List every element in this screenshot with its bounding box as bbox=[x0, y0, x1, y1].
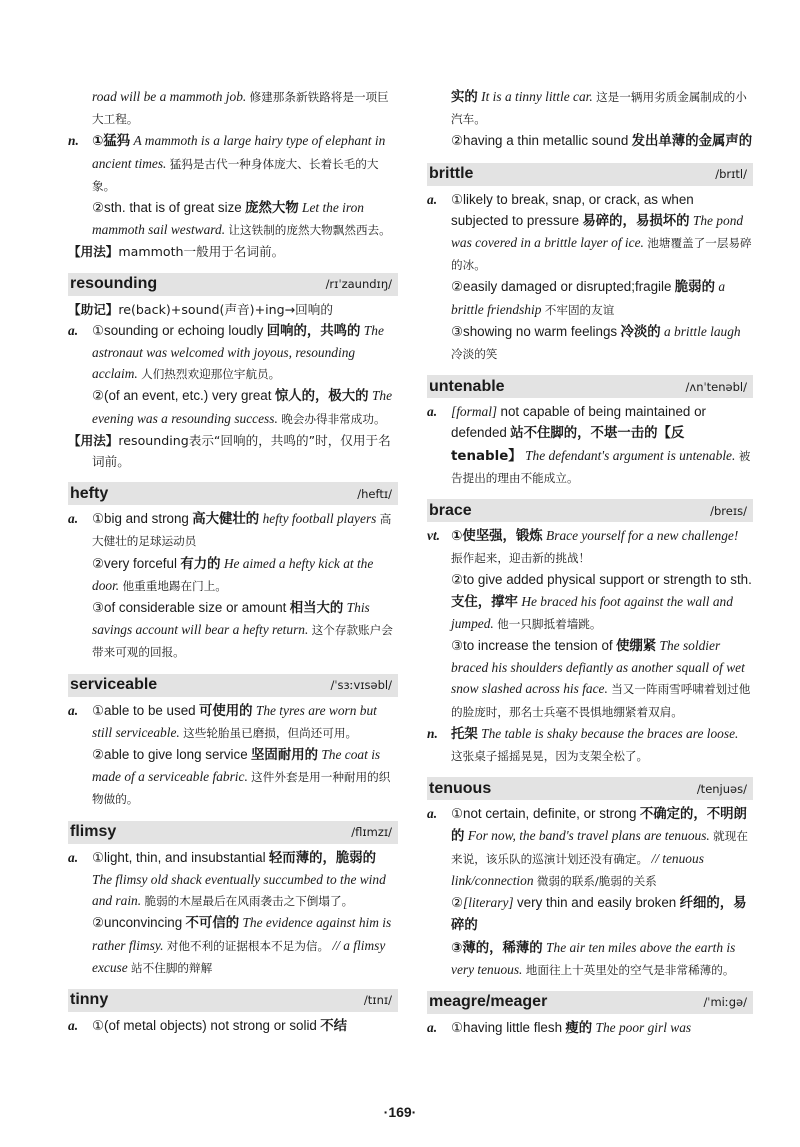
headword: brace bbox=[429, 501, 472, 519]
definition-zh: 高大健壮的 bbox=[192, 512, 260, 528]
sense-3 bbox=[427, 937, 753, 981]
definition-zh: 惊人的，极大的 bbox=[274, 389, 369, 405]
sense-2 bbox=[427, 276, 753, 320]
definition-zh: 瘦的 bbox=[565, 1020, 593, 1036]
definition-en: not capable of being maintained or defended bbox=[451, 404, 706, 441]
example-en: For now, the band's travel plans are tenuous. bbox=[467, 828, 710, 844]
sense-number: ① bbox=[451, 529, 463, 545]
usage-tag: 【用法】 bbox=[68, 432, 119, 448]
definition-zh: 薄的，稀薄的 bbox=[462, 940, 543, 956]
sense-1 bbox=[68, 508, 398, 552]
example-zh: 这是一辆用劣质金属制成的小汽车。 bbox=[451, 90, 747, 127]
collocation-zh: 微弱的联系/脆弱的关系 bbox=[536, 873, 657, 888]
sense-vt-2 bbox=[427, 569, 753, 635]
sense-1 bbox=[427, 1017, 753, 1039]
definition-zh: 脆弱的 bbox=[674, 280, 715, 296]
definition-en: unconvincing bbox=[104, 915, 183, 931]
definition-en: not certain, definite, or strong bbox=[463, 806, 637, 822]
example-zh: 脆弱的木屋最后在风雨袭击之下倒塌了。 bbox=[144, 894, 354, 909]
definition-zh: 庞然大物 bbox=[245, 201, 299, 217]
headword: tenuous bbox=[429, 779, 492, 797]
definition-en: to increase the tension of bbox=[463, 638, 613, 654]
example-en: A mammoth is a large hairy type of elephant in ancient times. bbox=[92, 133, 386, 171]
headword-bar bbox=[427, 375, 753, 398]
page-number: ·169· bbox=[383, 1104, 417, 1120]
sense-n-1 bbox=[68, 130, 398, 197]
definition-zh: 猛犸 bbox=[103, 134, 131, 150]
headword-bar bbox=[68, 482, 398, 505]
entry-flimsy bbox=[68, 821, 398, 979]
definition-zh: 发出单薄的金属声的 bbox=[631, 134, 753, 150]
example-zh: 他重重地踢在门上。 bbox=[122, 578, 227, 593]
pronunciation: /ʌnˈtenəbl/ bbox=[685, 379, 747, 394]
part-of-speech: a. bbox=[68, 322, 79, 338]
part-of-speech: n. bbox=[68, 133, 79, 149]
example-zh: 高大健壮的足球运动员 bbox=[92, 512, 392, 549]
example-en: The pond was covered in a brittle layer of ice. bbox=[451, 212, 744, 251]
sense-2 bbox=[427, 892, 753, 936]
example-zh: 对他不利的证据根本不足为信。 bbox=[166, 938, 330, 953]
definition-en: to give added physical support or strength to sth. bbox=[463, 572, 752, 588]
example-en: Brace yourself for a new challenge! bbox=[546, 528, 739, 544]
headword: hefty bbox=[70, 484, 109, 502]
pronunciation: /ˈsɜːvɪsəbl/ bbox=[330, 678, 392, 693]
right-column bbox=[427, 86, 753, 1039]
definition-en: showing no warm feelings bbox=[463, 323, 618, 339]
example-zh: 当又一阵雨雪呼啸着划过他的脸庞时，那名士兵毫不畏惧地绷紧着双肩。 bbox=[451, 682, 751, 719]
part-of-speech: a. bbox=[427, 806, 438, 822]
example-zh: 就现在来说，该乐队的巡演计划还没有确定。 bbox=[451, 829, 748, 866]
example-zh: 不牢固的友谊 bbox=[544, 302, 615, 317]
usage-text: resounding表示“回响的，共鸣的”时，仅用于名词前。 bbox=[92, 432, 391, 470]
example-en: The air ten miles above the earth is very tenuous. bbox=[451, 939, 736, 977]
definition-en: able to be used bbox=[104, 702, 196, 718]
example-zh: 人们热烈欢迎那位宇航员。 bbox=[141, 367, 281, 382]
definition-en: likely to break, snap, or crack, as when subjected to pressure bbox=[451, 191, 694, 228]
usage-note bbox=[68, 241, 398, 262]
sense-number: ② bbox=[451, 572, 464, 588]
definition-en: (of an event, etc.) very great bbox=[104, 388, 272, 404]
entry-resounding bbox=[68, 273, 398, 473]
sense-2 bbox=[427, 130, 753, 152]
sense-1 bbox=[427, 803, 753, 892]
part-of-speech: a. bbox=[68, 511, 79, 527]
definition-zh: 支住，撑牢 bbox=[451, 594, 518, 610]
example-zh: 这些轮胎虽已磨损，但尚还可用。 bbox=[183, 725, 358, 740]
sense-number: ② bbox=[92, 200, 105, 216]
definition-en: very thin and easily broken bbox=[516, 895, 677, 911]
headword: resounding bbox=[70, 275, 158, 293]
entry-mammoth-continued bbox=[68, 86, 398, 263]
example-zh: 这件外套是用一种耐用的织物做的。 bbox=[92, 770, 391, 807]
part-of-speech: n. bbox=[427, 725, 438, 741]
example-en: He braced his foot against the wall and jumped. bbox=[451, 593, 733, 631]
example-en: The poor girl was bbox=[595, 1019, 692, 1035]
sense-number: ① bbox=[92, 1017, 105, 1033]
part-of-speech: a. bbox=[68, 849, 79, 865]
sense-number: ② bbox=[92, 915, 105, 931]
entry-tinny bbox=[68, 989, 398, 1037]
sense-number: ① bbox=[92, 849, 105, 865]
headword: meagre/meager bbox=[429, 993, 548, 1011]
sense-2 bbox=[68, 912, 398, 979]
definition-zh: 实的 bbox=[451, 90, 478, 105]
sense-1 bbox=[68, 700, 398, 744]
entry-meagre bbox=[427, 991, 753, 1039]
entry-serviceable bbox=[68, 674, 398, 811]
pronunciation: /ˈmiːgə/ bbox=[703, 995, 747, 1010]
example-zh: 晚会办得非常成功。 bbox=[281, 411, 386, 426]
mnemonic-note bbox=[68, 299, 398, 320]
usage-note bbox=[68, 430, 398, 472]
example-en: The defendant's argument is untenable. bbox=[525, 447, 736, 463]
sense-3 bbox=[427, 321, 753, 365]
sense-number: ① bbox=[92, 511, 105, 527]
collocation-en: // tenuous link/connection bbox=[451, 850, 704, 888]
entry-brace bbox=[427, 499, 753, 767]
entry-tinny-continued bbox=[427, 86, 753, 153]
part-of-speech: a. bbox=[68, 702, 79, 718]
definition-zh: 使绷紧 bbox=[616, 639, 657, 655]
left-column bbox=[68, 86, 398, 1037]
example-en: The evidence against him is rather flimsy. bbox=[92, 915, 392, 953]
sense-continued bbox=[427, 86, 753, 130]
definition-zh: 轻而薄的，脆弱的 bbox=[268, 850, 377, 866]
example-zh: 猛犸是古代一种身体庞大、长着长毛的大象。 bbox=[92, 156, 379, 193]
definition-zh: 冷淡的 bbox=[620, 324, 661, 340]
mnemonic-text: re(back)+sound(声音)+ing→回响的 bbox=[118, 301, 333, 317]
sense-1 bbox=[68, 320, 398, 386]
sense-1 bbox=[427, 401, 753, 489]
sense-2 bbox=[68, 553, 398, 597]
headword-bar bbox=[427, 163, 753, 186]
example-en: It is a tinny little car. bbox=[481, 89, 593, 104]
part-of-speech: a. bbox=[427, 404, 438, 420]
sense-vt-3 bbox=[427, 635, 753, 723]
example-en: a brittle friendship bbox=[451, 279, 726, 317]
entry-tenuous bbox=[427, 777, 753, 981]
pronunciation: /heftɪ/ bbox=[357, 486, 392, 501]
part-of-speech: a. bbox=[427, 1019, 438, 1035]
headword-bar bbox=[68, 674, 398, 697]
pronunciation: /flɪmzɪ/ bbox=[351, 825, 392, 840]
definition-en: light, thin, and insubstantial bbox=[104, 849, 266, 865]
definition-zh: 回响的，共鸣的 bbox=[266, 323, 361, 339]
part-of-speech: a. bbox=[68, 1017, 79, 1033]
definition-en: having a thin metallic sound bbox=[463, 133, 629, 149]
sense-number: ③ bbox=[451, 323, 464, 339]
definition-en: sounding or echoing loudly bbox=[104, 322, 264, 338]
example-en: The table is shaky because the braces are loose. bbox=[481, 725, 739, 741]
headword: brittle bbox=[429, 165, 474, 183]
headword: tinny bbox=[70, 991, 109, 1009]
sense-number: ① bbox=[451, 1019, 464, 1035]
sense-1 bbox=[427, 189, 753, 277]
example-zh: 池塘覆盖了一层易碎的冰。 bbox=[451, 236, 752, 273]
collocation-en: // a flimsy excuse bbox=[92, 937, 386, 975]
part-of-speech: a. bbox=[427, 191, 438, 207]
definition-zh: 有力的 bbox=[180, 556, 221, 572]
sense-1 bbox=[68, 847, 398, 913]
pronunciation: /tenjuəs/ bbox=[696, 781, 747, 796]
definition-zh: 坚固耐用的 bbox=[251, 748, 318, 764]
usage-tag: 【用法】 bbox=[68, 244, 119, 260]
sense-number: ② bbox=[92, 388, 105, 404]
definition-zh: 不可信的 bbox=[185, 916, 240, 932]
example-en: a brittle laugh bbox=[663, 323, 741, 339]
example-en: He aimed a hefty kick at the door. bbox=[92, 555, 374, 593]
pronunciation: /rɪˈzaundɪŋ/ bbox=[325, 277, 392, 292]
example-zh: 修建那条新铁路将是一项巨大工程。 bbox=[92, 90, 389, 127]
example-en: The tyres are worn but still serviceable. bbox=[92, 702, 377, 740]
definition-zh: 可使用的 bbox=[198, 703, 253, 719]
example-en: road will be a mammoth job. bbox=[92, 89, 247, 104]
example-zh: 被告提出的理由不能成立。 bbox=[451, 448, 751, 485]
sense-number: ③ bbox=[451, 940, 463, 956]
sense-2 bbox=[68, 744, 398, 811]
sense-vt-1 bbox=[427, 525, 753, 569]
sense-number: ② bbox=[92, 747, 105, 763]
definition-zh: 纤细的，易碎的 bbox=[451, 896, 747, 934]
definition-zh: 易碎的，易损坏的 bbox=[582, 213, 690, 229]
definition-zh: 站不住脚的，不堪一击的 bbox=[510, 426, 658, 442]
headword: flimsy bbox=[70, 823, 117, 841]
sense-number: ② bbox=[451, 279, 464, 295]
definition-en: very forceful bbox=[104, 555, 177, 571]
headword-bar bbox=[427, 777, 753, 800]
sense-number: ② bbox=[92, 555, 105, 571]
register-label: [literary] bbox=[463, 895, 514, 911]
register-label: [formal] bbox=[451, 404, 498, 420]
example-zh: 这个存款账户会带来可观的回报。 bbox=[92, 623, 393, 660]
sense-number: ① bbox=[92, 134, 104, 150]
example-en: The coat is made of a serviceable fabric. bbox=[92, 747, 381, 785]
sense-n bbox=[427, 723, 753, 767]
definition-en: able to give long service bbox=[104, 747, 248, 763]
headword-bar bbox=[427, 991, 753, 1014]
definition-zh: 托架 bbox=[451, 726, 478, 742]
headword: serviceable bbox=[70, 676, 158, 694]
headword-bar bbox=[68, 989, 398, 1012]
headword-bar bbox=[68, 821, 398, 844]
sense-continued bbox=[68, 86, 398, 130]
pronunciation: /tɪnɪ/ bbox=[363, 993, 392, 1008]
definition-en: sth. that is of great size bbox=[104, 200, 242, 216]
example-en: hefty football players bbox=[262, 511, 377, 527]
definition-en: easily damaged or disrupted;fragile bbox=[463, 279, 672, 295]
example-zh: 冷淡的笑 bbox=[451, 347, 498, 362]
sense-number: ② bbox=[451, 133, 464, 149]
sense-number: ③ bbox=[92, 600, 105, 616]
example-en: The soldier braced his shoulders defiantly as another squall of wet snow slashed across his face. bbox=[451, 638, 745, 697]
definition-zh: 不结 bbox=[320, 1018, 348, 1034]
example-zh: 地面往上十英里处的空气是非常稀薄的。 bbox=[525, 962, 735, 977]
sense-number: ① bbox=[451, 806, 464, 822]
sense-number: ② bbox=[451, 895, 464, 911]
entry-hefty bbox=[68, 482, 398, 663]
definition-en: (of metal objects) not strong or solid bbox=[104, 1017, 317, 1033]
example-zh: 这张桌子摇摇晃晃，因为支架全松了。 bbox=[451, 749, 649, 764]
example-en: This savings account will bear a hefty return. bbox=[92, 600, 370, 638]
definition-en: big and strong bbox=[104, 511, 189, 527]
collocation-zh: 站不住脚的辩解 bbox=[131, 960, 213, 975]
definition-zh: 相当大的 bbox=[289, 601, 344, 617]
headword-bar bbox=[427, 499, 753, 522]
definition-en: of considerable size or amount bbox=[104, 600, 287, 616]
example-en: The astronaut was welcomed with joyous, resounding acclaim. bbox=[92, 322, 384, 382]
pronunciation: /breɪs/ bbox=[710, 503, 747, 518]
entry-brittle bbox=[427, 163, 753, 366]
entry-untenable bbox=[427, 375, 753, 489]
sense-number: ③ bbox=[451, 638, 464, 654]
part-of-speech: vt. bbox=[427, 528, 441, 544]
sense-n-2 bbox=[68, 197, 398, 241]
headword: untenable bbox=[429, 377, 505, 395]
example-en: Let the iron mammoth sail westward. bbox=[92, 200, 364, 238]
definition-zh: 不确定的，不明朗的 bbox=[451, 807, 747, 845]
mnemonic-tag: 【助记】 bbox=[68, 301, 119, 317]
sense-number: ① bbox=[92, 322, 105, 338]
sense-2 bbox=[68, 385, 398, 429]
example-zh: 他一只脚抵着墙跳。 bbox=[497, 616, 602, 631]
sense-number: ① bbox=[92, 702, 105, 718]
example-en: The evening was a resounding success. bbox=[92, 388, 393, 426]
sense-3 bbox=[68, 597, 398, 664]
example-en: The flimsy old shack eventually succumbed to the wind and rain. bbox=[92, 871, 386, 909]
antonym: 【反 tenable】 bbox=[451, 426, 685, 464]
definition-en: having little flesh bbox=[463, 1019, 563, 1035]
example-zh: 振作起来，迎击新的挑战！ bbox=[451, 551, 591, 566]
pronunciation: /brɪtl/ bbox=[715, 167, 747, 182]
sense-number: ① bbox=[451, 191, 464, 207]
headword-bar bbox=[68, 273, 398, 296]
definition-zh: 使坚强，锻炼 bbox=[462, 529, 543, 545]
sense-1 bbox=[68, 1015, 398, 1037]
usage-text: mammoth一般用于名词前。 bbox=[118, 244, 285, 260]
example-zh: 让这铁制的庞然大物飘然西去。 bbox=[228, 223, 391, 238]
